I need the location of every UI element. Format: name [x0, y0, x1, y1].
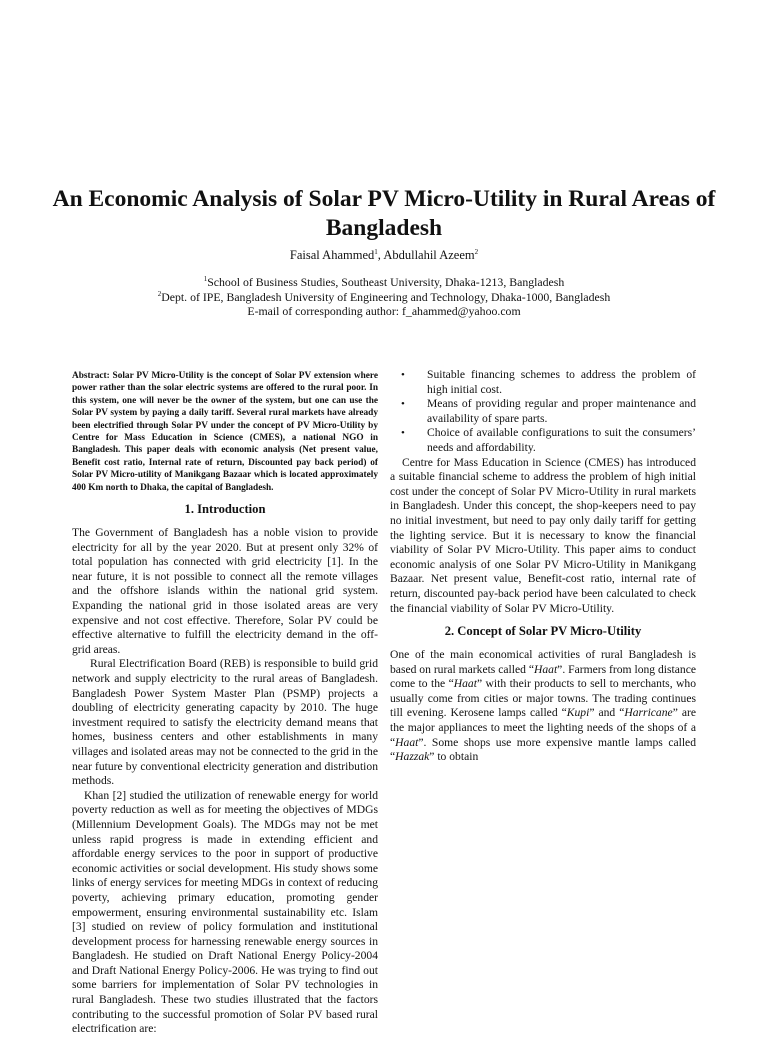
section-heading-concept: 2. Concept of Solar PV Micro-Utility: [444, 624, 642, 639]
affiliation-line: [40, 290, 728, 305]
abstract: [72, 370, 378, 494]
paper-title: An Economic Analysis of Solar PV Micro-Utility in Rural Areas of Bangladesh: [52, 186, 716, 241]
affiliation-mark: 1: [374, 247, 378, 256]
concept-paragraph-1: One of the main economical activities of rural Bangladesh is based on rural markets called “Haat”. Farmers from long distance come to the “Haat” with their products to sell to merchants, who usually come from cities or major towns. The trading continues till evening. Kerosene lamps called “Kupi” and “Harricane” are the major appliances to meet the lighting needs of the shops of a “Haat”. Some shops use more expensive mantle lamps called “Hazzak” to obtain: [390, 648, 696, 764]
term-haat: Haat: [453, 677, 477, 691]
affiliation-text: Dept. of IPE, Bangladesh University of Engineering and Technology, Dhaka-1000, Bangladesh: [161, 289, 611, 304]
affiliation-line: [40, 275, 728, 290]
term-kupi: Kupi: [566, 706, 590, 720]
affiliations: [40, 275, 728, 319]
term-haat: Haat: [533, 662, 558, 676]
term-harricane: Harricane: [624, 706, 673, 720]
term-haat: Haat: [395, 735, 419, 749]
affiliation-mark: 1: [203, 275, 208, 284]
author-name: Abdullahil Azeem: [383, 248, 475, 262]
bullet-icon: •: [401, 398, 405, 411]
abstract-text: Abstract: Solar PV Micro-Utility is the concept of Solar PV extension where power rather than the solar electric systems are offered to the rural poor. In this system, one will never be the owner of the system, but one can use the Solar PV system by paying a daily tariff. Several rural markets have already been electrified through Solar PV under the concept of PV Micro-Utility by Centre for Mass Education in Science (CMES), a national NGO in Bangladesh. This paper deals with economic analysis (Net present value, Benefit cost ratio, Internal rate of return, Discounted pay back period) of Solar PV Micro-utility of Manikgang Bazaar which is located approximately 400 Km north to Dhaka, the capital of Bangladesh.: [72, 371, 378, 493]
list-item: • Suitable financing schemes to address the problem of high initial cost.: [401, 368, 696, 396]
right-column: [390, 368, 696, 765]
list-item: • Means of providing regular and proper maintenance and availability of spare parts.: [401, 397, 696, 425]
author-name: Faisal Ahammed: [289, 248, 375, 262]
left-column: [72, 370, 378, 1037]
term-hazzak: Hazzak: [395, 750, 430, 764]
affiliation-text: School of Business Studies, Southeast University, Dhaka-1213, Bangladesh: [207, 275, 565, 289]
bullet-icon: •: [401, 427, 405, 440]
affiliation-mark: 2: [474, 247, 479, 256]
corresponding-email: E-mail of corresponding author: f_ahammed@yahoo.com: [247, 304, 521, 318]
list-item: • Choice of available configurations to suit the consumers’ needs and affordability.: [401, 426, 696, 454]
author-line: Faisal Ahammed$^1$, Abdullahil Azeem$^2$: [289, 247, 479, 262]
intro-paragraph-2: Rural Electrification Board (REB) is responsible to build grid network and supply electricity to the rural areas of Bangladesh. Bangladesh Power System Master Plan (PSMP) projects a doubling of electricity generating capacity by 2010. The huge investment required to satisfy the electricity demand means that homes, business centers and other establishments in many villages and isolated areas may not be connected to the grid in the near future by conventional electricity generation and distribution methods.: [72, 657, 378, 788]
intro-paragraph-4: Centre for Mass Education in Science (CMES) has introduced a suitable financial scheme to address the problem of high initial cost under the concept of Solar PV Micro-Utility in rural markets in Bangladesh. Under this concept, the shop-keepers need to pay no initial investment, but need to pay only daily tariff for getting the lighting service. But it is necessary to know the financial viability of Solar PV Micro-Utility. This paper aims to conduct economic analysis of one Solar PV Micro-Utility in Manikgang Bazaar. Net present value, Benefit-cost ratio, internal rate of return, discounted pay-back period have been calculated to check the financial viability of Solar PV Micro-Utility.: [390, 455, 696, 615]
intro-paragraph-1: The Government of Bangladesh has a noble vision to provide electricity for all by the year 2020. But at present only 32% of total population has connected with grid electricity [1]. In the near future, it is not possible to connect all the remote villages and the offshore islands within the national grid system. Expanding the national grid in those isolated areas are very expensive and not cost effective. Therefore, Solar PV could be effective alternative to fulfill the electricity demand in the off-grid areas.: [72, 526, 378, 656]
section-heading-introduction: 1. Introduction: [184, 502, 266, 517]
success-factors-list: [390, 368, 696, 456]
bullet-icon: •: [401, 369, 405, 381]
affiliation-mark: 2: [157, 289, 162, 298]
intro-paragraph-3: Khan [2] studied the utilization of renewable energy for world poverty reduction as well as for meeting the objectives of MDGs (Millennium Development Goals). The MDGs may not be met unless rapid progress is made in extending efficient and affordable energy services to the poor in support of productive economic activities or social development. His study shows some links of energy services for meeting MDGs in context of reducing poverty, achieving primary education, promoting gender empowerment, ensuring environmental sustainability etc. Islam [3] studied on review of policy formulation and institutional development process for harnessing renewable energy sources in Bangladesh. He studied on Draft National Energy Policy-2004 and Draft National Energy Policy-2006. He was trying to find out some barriers for implementation of Solar PV technologies in rural Bangladesh. These two studies illustrated that the factors contributing to the successful promotion of Solar PV based rural electrification are:: [72, 788, 378, 1036]
